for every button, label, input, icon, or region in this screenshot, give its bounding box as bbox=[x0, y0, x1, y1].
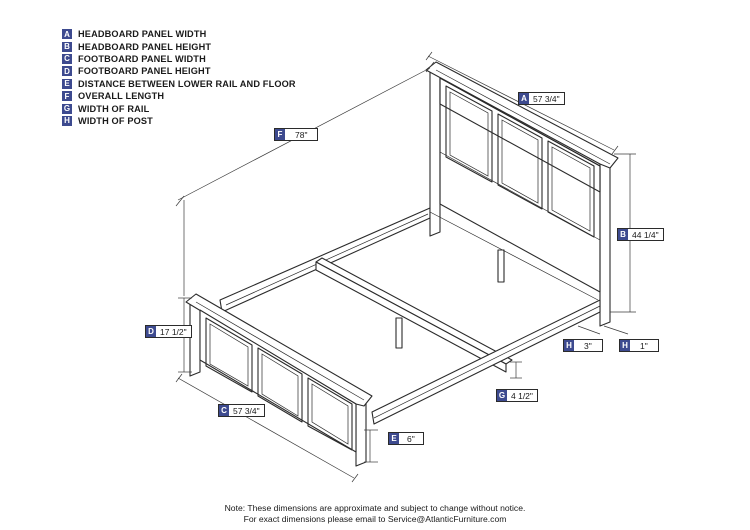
dimension-key-badge: H bbox=[620, 340, 630, 351]
legend-item bbox=[62, 102, 296, 114]
note-line-2: For exact dimensions please email to Service@AtlanticFurniture.com bbox=[243, 514, 507, 524]
legend-key-badge: A bbox=[62, 29, 72, 39]
dimension-label-c bbox=[218, 404, 265, 417]
dimension-label-h-post bbox=[563, 339, 603, 352]
dimension-label-a bbox=[518, 92, 565, 105]
legend-item bbox=[62, 28, 296, 40]
legend-item bbox=[62, 78, 296, 90]
note-line-1: Note: These dimensions are approximate and subject to change without notice. bbox=[224, 503, 526, 513]
legend-item bbox=[62, 40, 296, 52]
legend-key-badge: B bbox=[62, 42, 72, 52]
legend-item bbox=[62, 90, 296, 102]
legend-label: WIDTH OF POST bbox=[78, 115, 153, 126]
legend-label: FOOTBOARD PANEL WIDTH bbox=[78, 53, 206, 64]
legend-key-badge: C bbox=[62, 54, 72, 64]
legend-label: DISTANCE BETWEEN LOWER RAIL AND FLOOR bbox=[78, 78, 296, 89]
dimension-key-badge: F bbox=[275, 129, 285, 140]
dimension-value: 78" bbox=[295, 129, 308, 140]
legend bbox=[62, 28, 296, 127]
dimension-label-g bbox=[496, 389, 538, 402]
dimension-value: 17 1/2" bbox=[160, 326, 187, 337]
legend-key-badge: G bbox=[63, 104, 71, 114]
legend-label: HEADBOARD PANEL HEIGHT bbox=[78, 41, 212, 52]
dimension-value: 6" bbox=[407, 433, 415, 444]
center-support bbox=[316, 212, 598, 372]
dimension-label-d bbox=[145, 325, 192, 338]
legend-item bbox=[62, 115, 296, 127]
legend-label: HEADBOARD PANEL WIDTH bbox=[78, 29, 207, 40]
dimension-value: 3" bbox=[584, 340, 592, 351]
dimension-value: 44 1/4" bbox=[632, 229, 659, 240]
dimension-key-badge: G bbox=[498, 391, 506, 400]
dimension-value: 57 3/4" bbox=[533, 93, 560, 104]
legend-item bbox=[62, 53, 296, 65]
dimension-key-badge: A bbox=[519, 93, 529, 104]
legend-key-badge: E bbox=[62, 79, 72, 89]
legend-key-badge: H bbox=[62, 116, 72, 126]
legend-key-badge: D bbox=[62, 66, 72, 76]
legend-key-badge: F bbox=[62, 91, 72, 101]
legend-label: FOOTBOARD PANEL HEIGHT bbox=[78, 66, 211, 77]
dimension-label-e bbox=[388, 432, 424, 445]
dimension-key-badge: H bbox=[564, 340, 574, 351]
dimension-value: 57 3/4" bbox=[233, 405, 260, 416]
dimension-value: 4 1/2" bbox=[511, 390, 533, 401]
dimension-key-badge: D bbox=[146, 326, 156, 337]
dimension-key-badge: B bbox=[618, 229, 628, 240]
legend-label: OVERALL LENGTH bbox=[78, 91, 165, 102]
footboard bbox=[186, 294, 372, 466]
disclaimer-note bbox=[0, 503, 750, 525]
dimension-key-badge: E bbox=[389, 433, 399, 444]
dimension-value: 1" bbox=[640, 340, 648, 351]
legend-label: WIDTH OF RAIL bbox=[78, 103, 150, 114]
legend-item bbox=[62, 65, 296, 77]
dimension-label-h-inner bbox=[619, 339, 659, 352]
dimension-label-f bbox=[274, 128, 318, 141]
dimension-label-b bbox=[617, 228, 664, 241]
dimension-key-badge: C bbox=[219, 405, 229, 416]
